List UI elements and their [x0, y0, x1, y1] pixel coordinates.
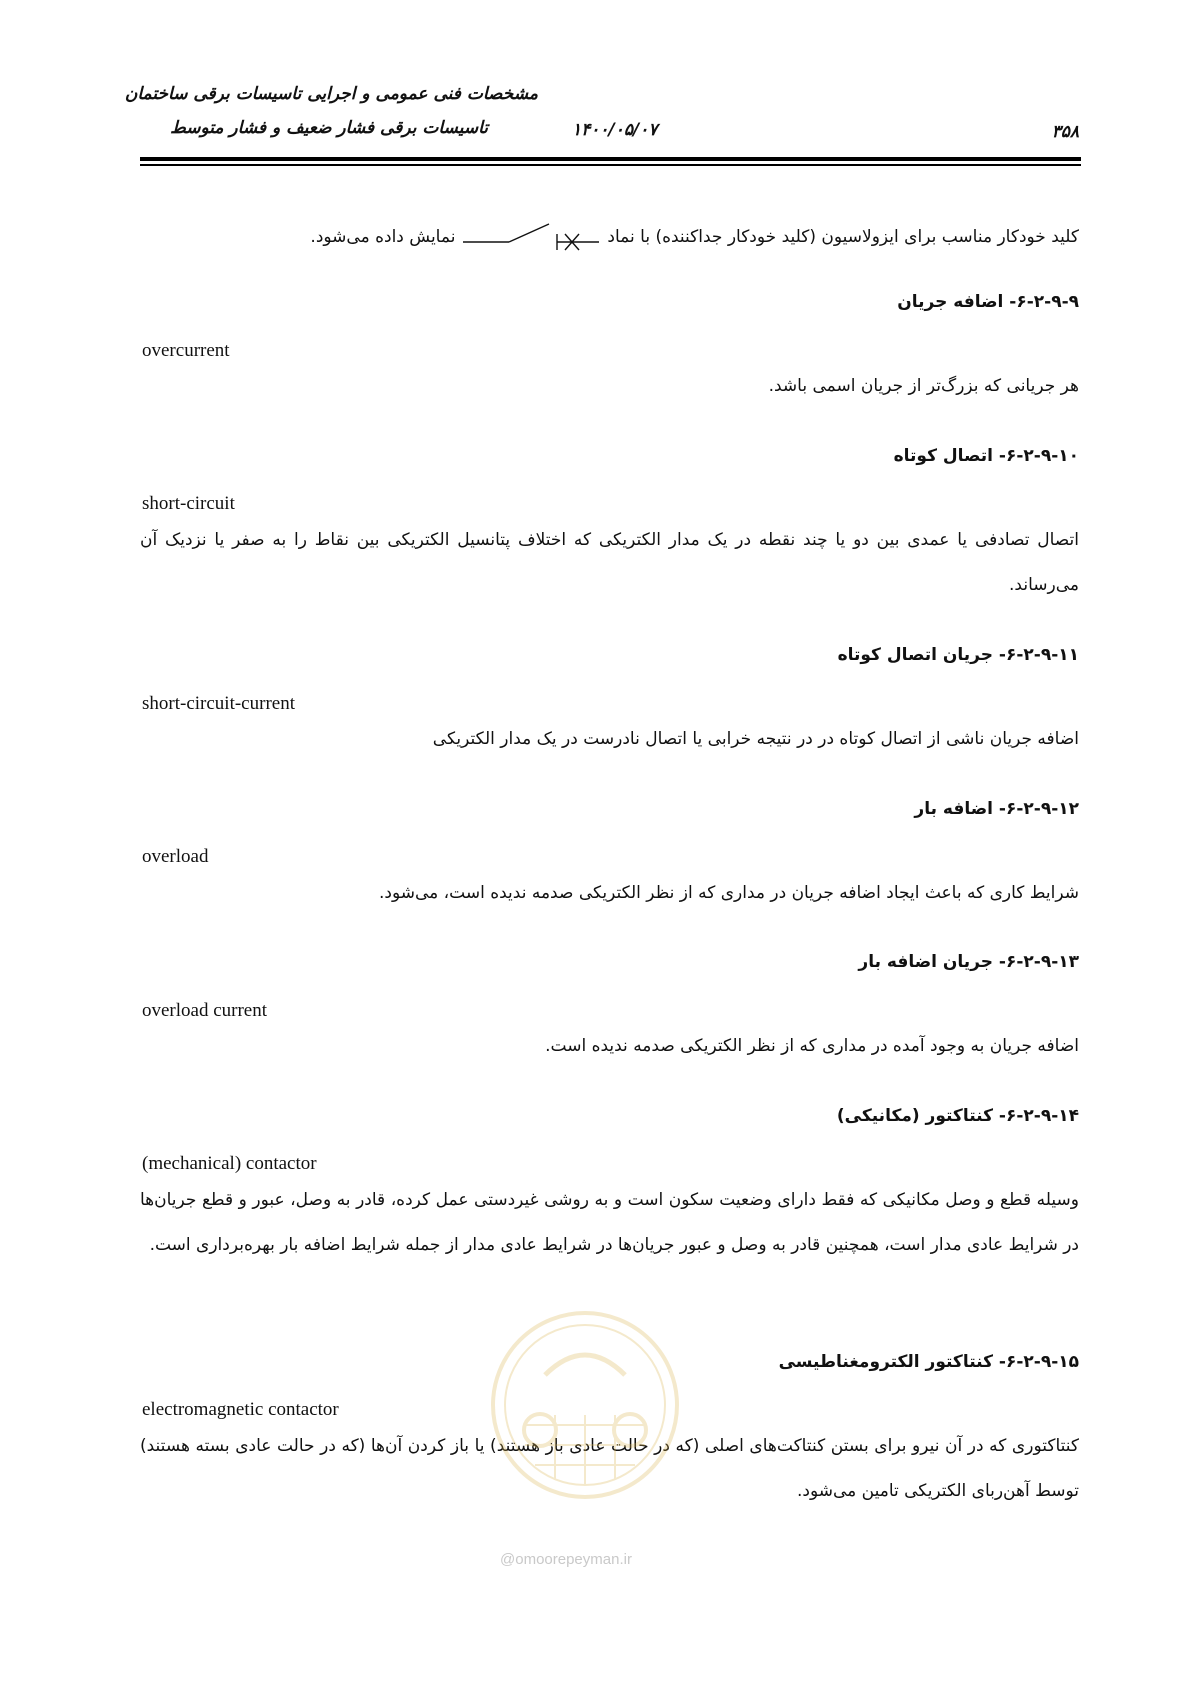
- definition-short-circuit: اتصال تصادفی یا عمدی بین دو یا چند نقطه در یک مدار الکتریکی که اختلاف پتانسیل الکتریکی بین نقاط را به صفر یا نزدیک آن می‌رساند.: [140, 530, 1079, 595]
- header-rule-thick: [140, 157, 1081, 161]
- section-heading-short-circuit: ۶-۲-۹-۱۰- اتصال کوتاه: [893, 446, 1079, 466]
- english-term-electromagnetic-contactor: electromagnetic contactor: [142, 1399, 339, 1420]
- intro-text-after: نمایش داده می‌شود.: [310, 227, 456, 247]
- watermark-url: @omoorepeyman.ir: [500, 1551, 632, 1568]
- document-title: مشخصات فنی عمومی و اجرایی تاسیسات برقی ساختمان: [124, 84, 538, 104]
- definition-short-circuit-current: اضافه جریان ناشی از اتصال کوتاه در در نتیجه خرابی یا اتصال نادرست در یک مدار الکتریکی: [432, 729, 1079, 749]
- definition-overcurrent: هر جریانی که بزرگ‌تر از جریان اسمی باشد.: [768, 376, 1079, 396]
- definition-overload: شرایط کاری که باعث ایجاد اضافه جریان در مداری که از نظر الکتریکی صدمه ندیده است، می‌شود.: [378, 883, 1079, 903]
- section-heading-overcurrent: ۶-۲-۹-۹- اضافه جریان: [897, 292, 1079, 312]
- english-term-overload: overload: [142, 846, 209, 867]
- watermark-logo-icon: [485, 1305, 685, 1505]
- english-term-overload-current: overload current: [142, 1000, 268, 1021]
- document-subtitle: تاسیسات برقی فشار ضعیف و فشار متوسط: [170, 118, 488, 138]
- section-heading-electromagnetic-contactor: ۶-۲-۹-۱۵- کنتاکتور الکترومغناطیسی: [778, 1352, 1079, 1372]
- definition-mechanical-contactor: وسیله قطع و وصل مکانیکی که فقط دارای وضعیت سکون است و به روشی غیردستی عمل کرده، قادر به وصل، عبور و قطع جریان‌ها در شرایط عادی مدار است، همچنین قادر به وصل و عبور جریان‌ها در شرایط عادی مدار از جمله شرایط اضافه بار بهره‌برداری است.: [140, 1190, 1079, 1255]
- english-term-overcurrent: overcurrent: [142, 340, 230, 361]
- watermark-at-icon: @: [500, 1551, 516, 1568]
- header-rule-thin: [140, 164, 1081, 166]
- page-number: ۳۵۸: [1051, 122, 1079, 142]
- intro-text-before: کلید خودکار مناسب برای ایزولاسیون (کلید خودکار جداکننده) با نماد: [607, 227, 1079, 247]
- section-heading-overload: ۶-۲-۹-۱۲- اضافه بار: [914, 799, 1079, 819]
- isolating-breaker-symbol-icon: [461, 220, 601, 254]
- intro-line: [310, 220, 1079, 254]
- section-heading-short-circuit-current: ۶-۲-۹-۱۱- جریان اتصال کوتاه: [837, 645, 1079, 665]
- definition-electromagnetic-contactor: کنتاکتوری که در آن نیرو برای بستن کنتاکت‌های اصلی (که در حالت عادی باز هستند) یا باز کردن آن‌ها (که در حالت عادی بسته هستند) توسط آهن‌ربای الکتریکی تامین می‌شود.: [140, 1436, 1079, 1501]
- definition-overload-current: اضافه جریان به وجود آمده در مداری که از نظر الکتریکی صدمه ندیده است.: [545, 1036, 1079, 1056]
- section-heading-overload-current: ۶-۲-۹-۱۳- جریان اضافه بار: [858, 952, 1079, 972]
- english-term-short-circuit-current: short-circuit-current: [142, 693, 295, 714]
- document-date: ۱۴۰۰/۰۵/۰۷: [572, 120, 658, 140]
- section-heading-mechanical-contactor: ۶-۲-۹-۱۴- کنتاکتور (مکانیکی): [836, 1106, 1079, 1126]
- english-term-short-circuit: short-circuit: [142, 493, 235, 514]
- english-term-mechanical-contactor: (mechanical) contactor: [142, 1153, 317, 1174]
